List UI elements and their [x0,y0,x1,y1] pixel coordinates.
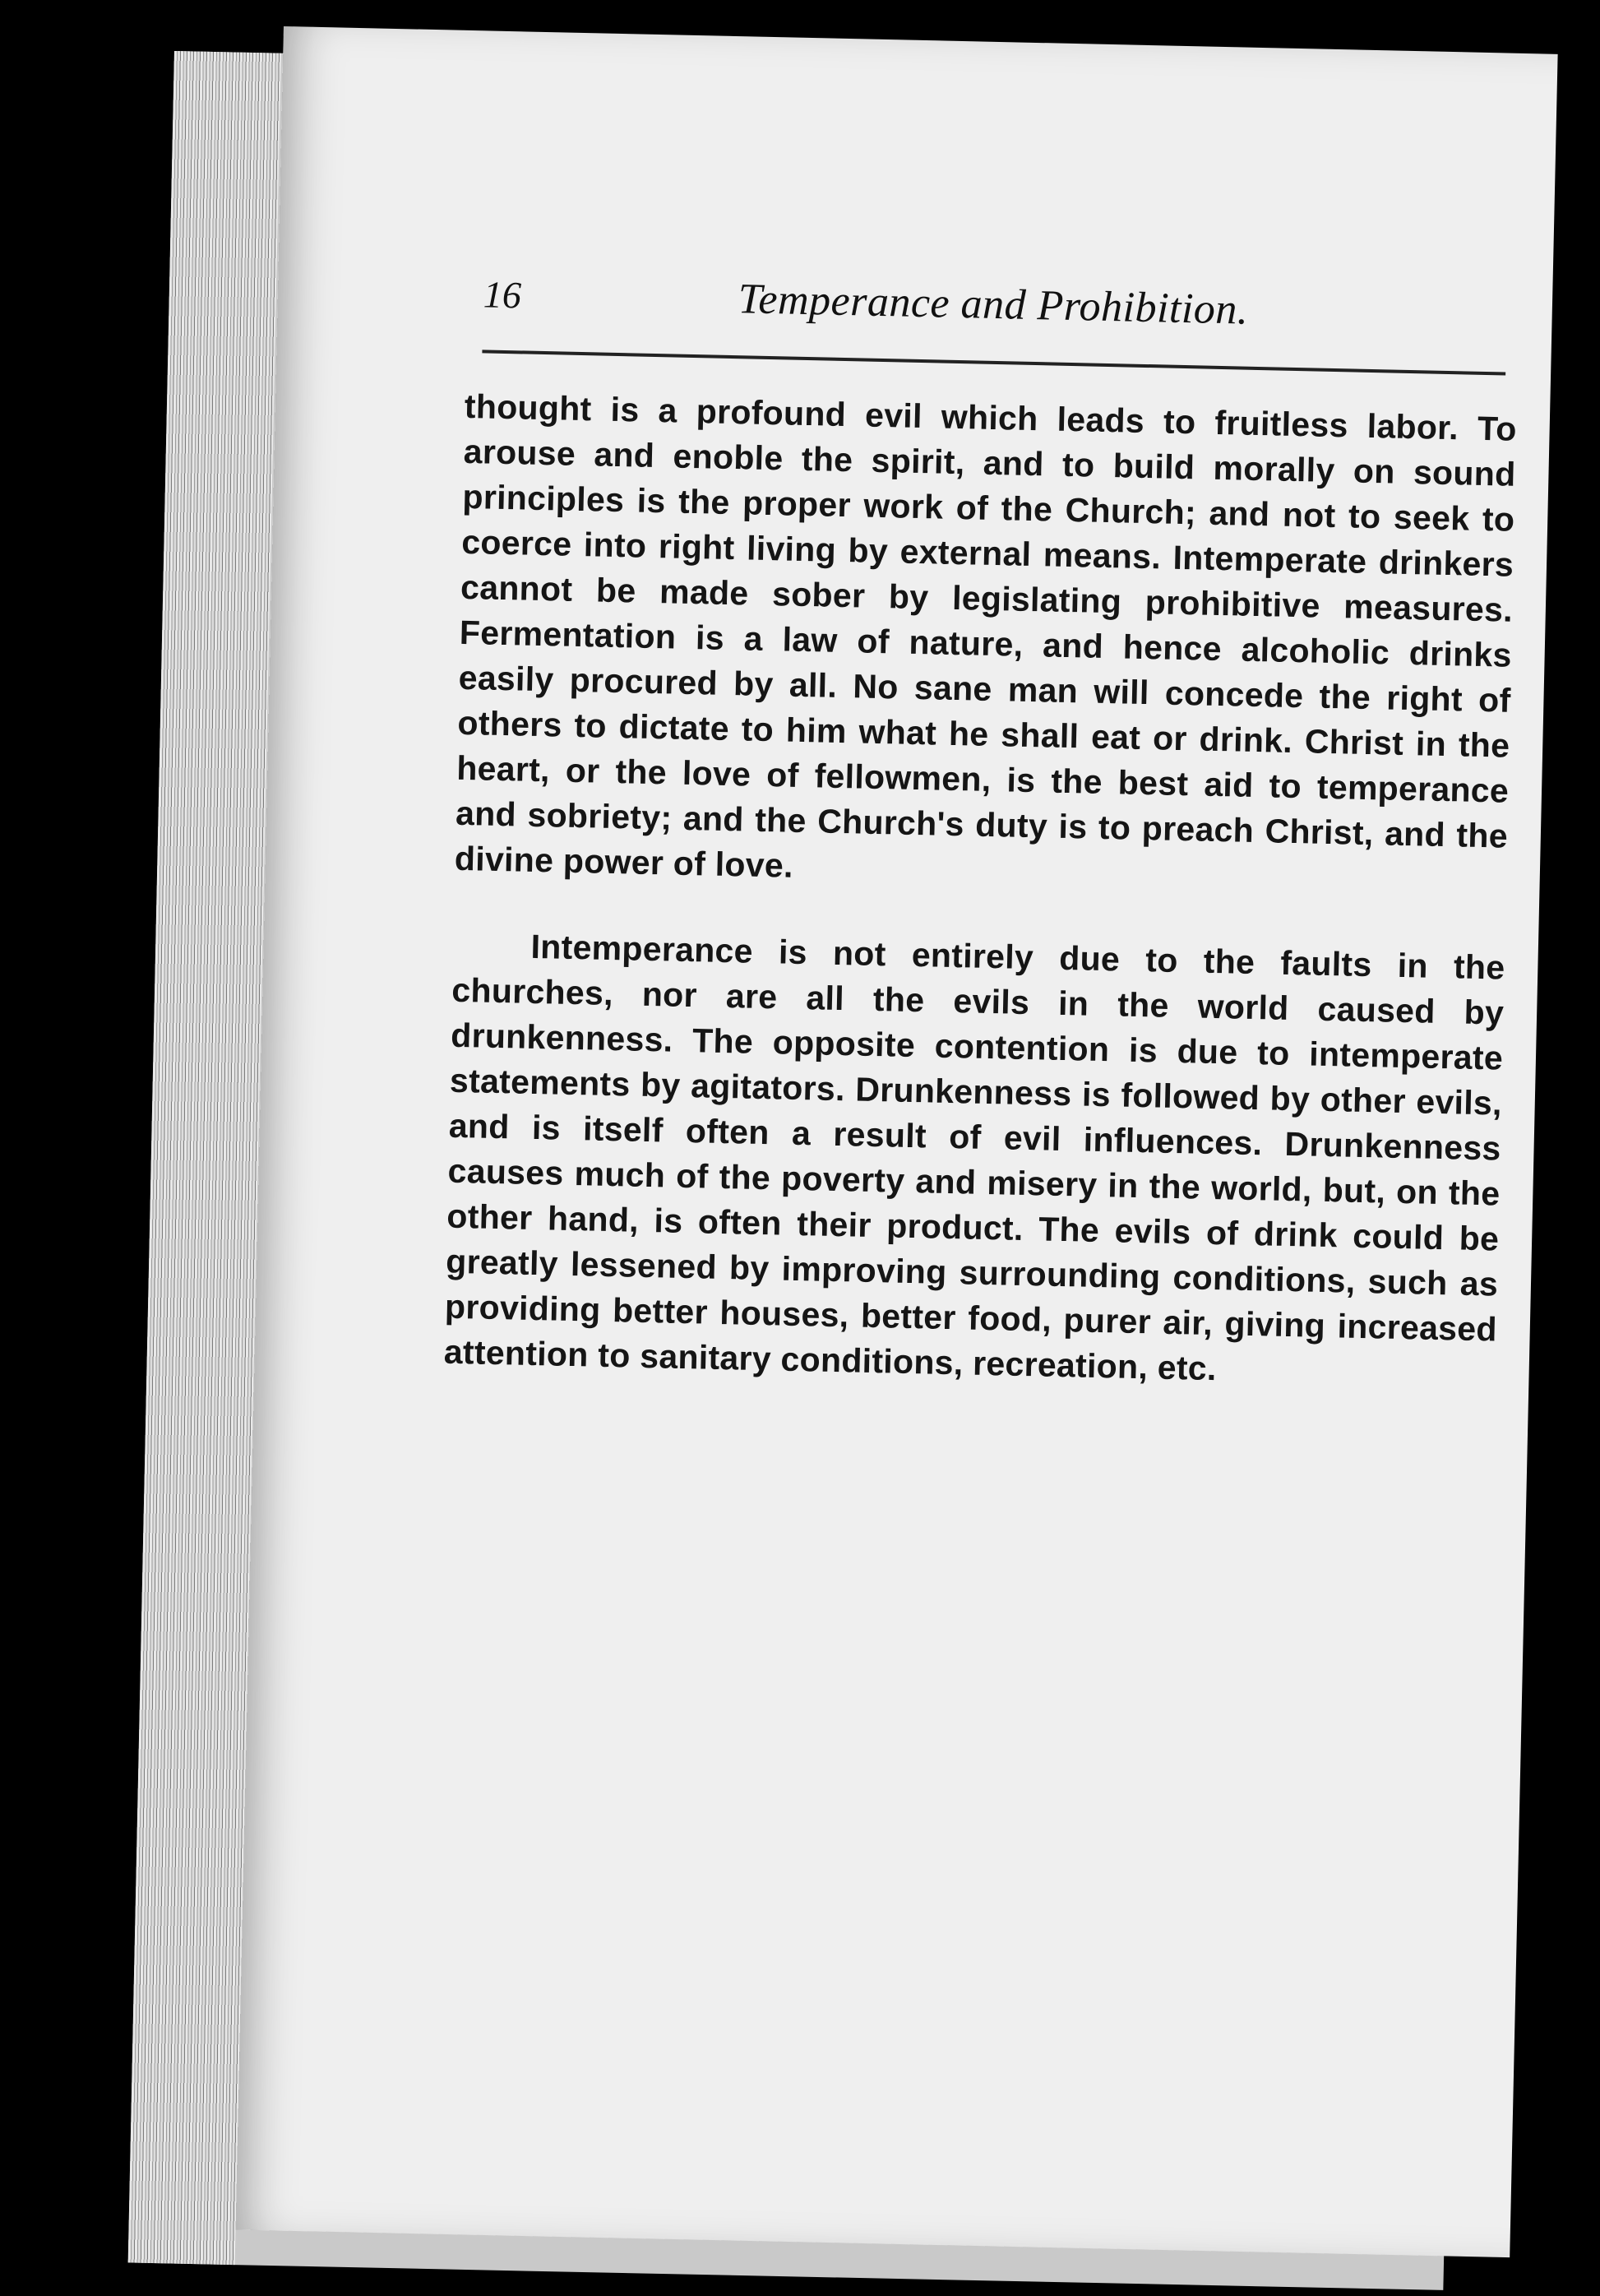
body-text [443,384,1517,1398]
running-title: Temperance and Prohibition. [738,275,1249,334]
book-page [236,26,1558,2257]
paragraph-2: Intemperance is not entirely due to the faults in the churches, nor are all the evils in the world caused by drunkenness. The opposite contention is due to intemperate statements by agitators. Drunkenness is followed by other evils, and is itself often a result of evil influences. Drunkenness causes much of the poverty and misery in the world, but, on the other hand, is often their product. The evils of drink could be greatly lessened by improving surrounding conditions, such as providing better houses, better food, purer air, giving increased attention to sanitary conditions, recreation, etc. [443,927,1505,1388]
page-number: 16 [483,273,522,317]
paragraph-1: thought is a profound evil which leads to fruitless labor. To arouse and enoble the spirit, and to build morally on sound principles is the proper work of the Church; and not to seek to coerce into right living by external means. Intemperate drinkers cannot be made sober by legislating prohibitive measures. Fermentation is a law of nature, and hence alcoholic drinks easily procured by all. No sane man will concede the right of others to dictate to him what he shall eat or drink. Christ in the heart, or the love of fellowmen, is the best aid to temperance and sobriety; and the Church's duty is to preach Christ, and the divine power of love. [454,387,1518,885]
running-header [482,269,1507,373]
